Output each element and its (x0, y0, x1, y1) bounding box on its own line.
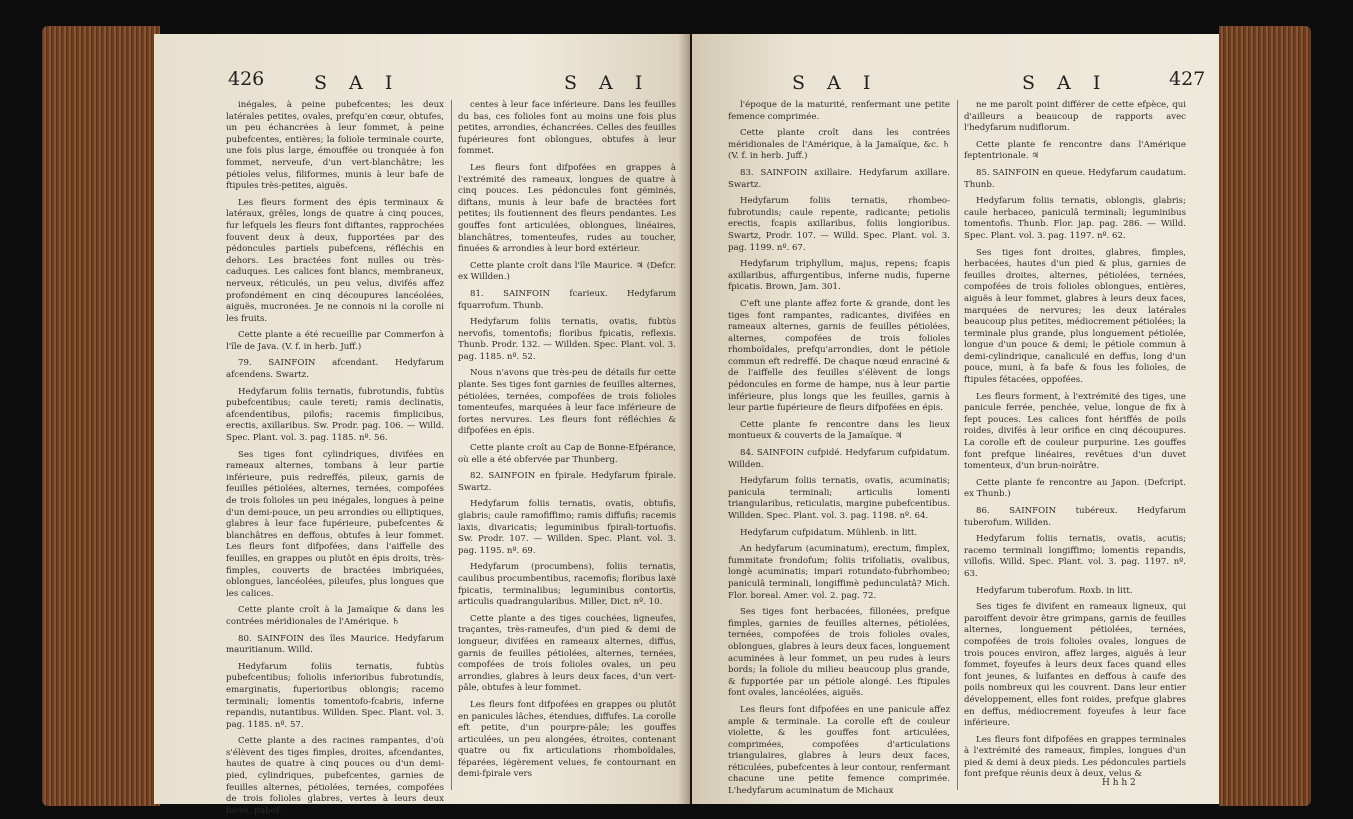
paragraph: Hedyfarum foliis ternatis, ovatis, acutis; racemo terminali longiffimo; lomentis repandis, villofis. Willd. Spec. Plant. vol. 3. pag. 1197. nº. 63. (964, 534, 1186, 579)
paragraph: ne me paroît point différer de cette efpèce, qui d'ailleurs a beaucoup de rapports avec l'hedyfarum nudiflorum. (964, 100, 1186, 134)
paragraph: Les fleurs font difpofées en grappes terminales à l'extrémité des rameaux, fimples, longues d'un pied & demi à deux pieds. Les pédoncules partiels font prefque réunis deux à deux, velus & (964, 734, 1186, 780)
paragraph: inégales, à peine pubefcentes; les deux latérales petites, ovales, prefqu'en cœur, obtufes, un peu échancrées à leur fommet, à peine pubefcentes, entières; la foliole terminale courte, une fois plus large, émouffée ou tronquée à fon fommet, nerveufe, d'un vert-blanchâtre; les pétioles velus, filiformes, munis à leur bafe de ftipules très-petites, aiguës. (226, 100, 444, 192)
right-page (692, 34, 1219, 804)
paragraph: Ses tiges fe divifent en rameaux ligneux, qui paroiffent devoir être grimpans, garnis de feuilles alternes, longuement pétiolées, ternées, compofées de trois folioles ovales, longues de trois pouces environ, affez larges, aiguës à leur fommet, foyeufes à leurs deux faces quand elles font jeunes, & luifantes en deffous à caufe des poils nombreux qui les couvrent. Dans leur entier développement, elles font roides, prefque glabres en deffus, médiocrement foyeufes à leur face inférieure. (964, 602, 1186, 729)
paragraph: Les fleurs forment, à l'extrémité des tiges, une panicule ferrée, penchée, velue, longue de fix à fept pouces. Les calices font hériffés de poils roides, divifés à leur orifice en cinq découpures. La corolle eft de couleur purpurine. Les gouffes font prefque linéaires, revêtues d'un duvet tomenteux, d'un brun-noirâtre. (964, 391, 1186, 472)
right-page-column-2 (964, 100, 1186, 780)
paragraph: l'époque de la maturité, renfermant une petite femence comprimée. (728, 100, 950, 122)
paragraph: 84. SAINFOIN cufpidé. Hedyfarum cufpidatum. Willden. (728, 448, 950, 470)
paragraph: Cette plante a des racines rampantes, d'où s'élèvent des tiges fimples, droites, afcendantes, hautes de quatre à cinq pouces ou d'un demi-pied, cylindriques, pubefcentes, garnies de feuilles alternes, pétiolées, ternées, compofées de trois folioles glabres, vertes à leurs deux faces, pubef- (226, 736, 444, 816)
paragraph: 83. SAINFOIN axillaire. Hedyfarum axillare. Swartz. (728, 167, 950, 190)
page-edges-left (42, 26, 160, 806)
running-head-right-col1: S A I (792, 72, 879, 94)
column-rule (957, 100, 958, 790)
paragraph: 79. SAINFOIN afcendant. Hedyfarum afcendens. Swartz. (226, 358, 444, 381)
paragraph: Cette plante croît dans l'île Maurice. ♃ (Defcr. ex Willden.) (458, 260, 676, 283)
paragraph: centes à leur face inférieure. Dans les feuilles du bas, ces folioles font au moins une fois plus petites, arrondies, échancrées. Celles des feuilles fupérieures font oblongues, obtufes à leur fommet. (458, 100, 676, 157)
paragraph: Hedyfarum foliis ternatis, rhombeo-fubrotundis; caule repente, radicante; petiolis erectis, fcapis axillaribus, foliis longioribus. Swartz, Prodr. 107. — Willd. Spec. Plant. vol. 3. pag. 1199. nº. 67. (728, 196, 950, 253)
paragraph: Ses tiges font herbacées, fillonées, prefque fimples, garnies de feuilles alternes, pétiolées, ternées, compofées de trois folioles ovales, oblongues, glabres à leurs deux faces, longuement acuminées à leur fommet, un peu rudes à leurs bords; la foliole du milieu beaucoup plus grande, & fupportée par un pétiole alongé. Les ftipules font ovales, lancéolées, aiguës. (728, 607, 950, 699)
page-number-right: 427 (1169, 68, 1206, 90)
paragraph: Hedyfarum tuberofum. Roxb. in litt. (976, 585, 1133, 596)
paragraph: 80. SAINFOIN des îles Maurice. Hedyfarum mauritianum. Willd. (226, 633, 444, 656)
paragraph: 85. SAINFOIN en queue. Hedyfarum caudatum. Thunb. (964, 167, 1186, 190)
paragraph: Cette plante fe rencontre dans l'Amérique feptentrionale. ♃ (964, 139, 1186, 162)
paragraph: Hedyfarum foliis ternatis, ovatis, acuminatis; panicula terminali; articulis lomenti triangularibus, reticulatis, margine pubefcentibus. Willden. Spec. Plant. vol. 3. pag. 1198. nº. 64. (728, 476, 950, 521)
paragraph: Cette plante fe rencontre au Japon. (Defcript. ex Thunb.) (964, 477, 1186, 500)
paragraph: Hedyfarum foliis ternatis, fubrotundis, fubtùs pubefcentibus; caule tereti; ramis declinatis, afcendentibus, pilofis; racemis fimplicibus, erectis, axillaribus. Sw. Prodr. pag. 106. — Willd. Spec. Plant. vol. 3. pag. 1185. nº. 56. (226, 386, 444, 444)
page-number-left: 426 (228, 68, 265, 90)
paragraph: Cette plante fe rencontre dans les lieux montueux & couverts de la Jamaïque. ♃ (728, 419, 950, 442)
signature-mark: H h h 2 (1102, 778, 1136, 788)
paragraph: Nous n'avons que très-peu de détails fur cette plante. Ses tiges font garnies de feuilles alternes, pétiolées, ternées, compofées de trois folioles tomenteufes, marquées à leur face inférieure de fortes nervures. Les fleurs font réfléchies & difpofées en épis. (458, 368, 676, 437)
column-rule (451, 100, 452, 790)
paragraph: Hedyfarum foliis ternatis, oblongis, glabris; caule herbaceo, paniculâ terminali; leguminibus tomentofis. Thunb. Flor. jap. pag. 286. — Willd. Spec. Plant. vol. 3. pag. 1197. nº. 62. (964, 196, 1186, 241)
paragraph: 81. SAINFOIN fcarieux. Hedyfarum fquarrofum. Thunb. (458, 288, 676, 311)
paragraph: Ses tiges font droites, glabres, fimples, herbacées, hautes d'un pied & plus, garnies de feuilles droites, alternes, pétiolées, ternées, compofées de trois folioles oblongues, entières, aiguës à leur fommet, glabres à leurs deux faces, marquées de nervures; les deux latérales beaucoup plus petites, médiocrement pétiolées; la terminale plus grande, plus longuement pétiolée, longue d'un pouce & demi; le pétiole commun à demi-cylindrique, canaliculé en deffus, long d'un pouce, muni, à fa bafe & fous les folioles, de ftipules fétacées, oppofées. (964, 247, 1186, 386)
running-head-right-col2: S A I (1022, 72, 1109, 94)
paragraph: C'eft une plante affez forte & grande, dont les tiges font rampantes, radicantes, divifées en rameaux alternes, garnis de feuilles pétiolées, alternes, compofées de trois folioles rhomboïdales, prefqu'arrondies, dont le pétiole commun eft redreffé. De chaque nœud enraciné & de l'aiffelle des feuilles s'élèvent de longs pédoncules en forme de hampe, nus à leur partie inférieure, plus longs que les feuilles, garnis à leur partie fupérieure de fleurs difpofées en épis. (728, 298, 950, 414)
left-page-column-2 (458, 100, 676, 790)
paragraph: Hedyfarum foliis ternatis, ovatis, obtufis, glabris; caule ramofiffimo; ramis diffufis; racemis laxis, divaricatis; leguminibus fpirali-tortuofis. Sw. Prodr. 107. — Willden. Spec. Plant. vol. 3. pag. 1195. nº. 69. (458, 499, 676, 556)
paragraph: Les fleurs font difpofées en grappes à l'extrémité des rameaux, longues de quatre à cinq pouces. Les pédoncules font géminés, diftans, munis à leur bafe de bractées fort petites; ils foutiennent des fleurs pendantes. Les gouffes font articulées, oblongues, linéaires, blanchâtres, tomenteufes, rudes au toucher, finuées & arrondies à leur bord extérieur. (458, 162, 676, 255)
paragraph: Cette plante croît à la Jamaïque & dans les contrées méridionales de l'Amérique. ♄ (226, 605, 444, 627)
paragraph: Hedyfarum triphyllum, majus, repens; fcapis axillaribus, affurgentibus, inferne nudis, fuperne fpicatis. Brown, Jam. 301. (728, 259, 950, 293)
paragraph: Cette plante croît dans les contrées méridionales de l'Amérique, à la Jamaïque, &c. ♄ (V. f. in herb. Juff.) (728, 128, 950, 162)
paragraph: Cette plante a été recueillie par Commerfon à l'île de Java. (V. f. in herb. Juff.) (226, 330, 444, 352)
paragraph: Ses tiges font cylindriques, divifées en rameaux alternes, tombans à leur partie inférieure, puis redreffés, pileux, garnis de feuilles pétiolées, alternes, ternées, compofées de trois folioles un peu inégales, longues à peine d'un demi-pouce, un peu arrondies ou elliptiques, glabres à leur face fupérieure, pubefcentes & blanchâtres en deffous, obtufes à leur fommet. Les fleurs font difpofées, dans l'aiffelle des feuilles, en grappes ou plutôt en épis droits, très-fimples, couverts de bractées imbriquées, oblongues, lancéolées, pileufes, plus longues que les calices. (226, 449, 444, 599)
left-page (154, 34, 690, 816)
book (42, 16, 1311, 816)
paragraph: 86. SAINFOIN tubéreux. Hedyfarum tuberofum. Willden. (964, 506, 1186, 528)
paragraph: Les fleurs font difpofées en une panicule affez ample & terminale. La corolle eft de couleur violette, & les gouffes font articulées, comprimées, compofées d'articulations triangulaires, glabres à leurs deux faces, réticulées, pubefcentes à leur contour, renfermant chacune une petite femence comprimée. L'hedyfarum acuminatum de Michaux (728, 704, 950, 797)
paragraph: Hedyfarum foliis ternatis, fubtùs pubefcentibus; foliolis inferioribus fubrotundis, emarginatis, fuperioribus oblongis; racemo terminali; lomentis tomentofo-fcabris, inferne repandis, nutantibus. Willden. Spec. Plant. vol. 3. pag. 1185. nº. 57. (226, 661, 444, 730)
paragraph: Hedyfarum foliis ternatis, ovatis, fubtùs nervofis, tomentofis; floribus fpicatis, reflexis. Thunb. Prodr. 132. — Willden. Spec. Plant. vol. 3. pag. 1185. nº. 52. (458, 317, 676, 362)
paragraph: An hedyfarum (acuminatum), erectum, fimplex, fummitate frondofum; foliis trifoliatis, ovalibus, longè acuminatis; impari rotundato-fubrhombeo; paniculâ terminali, longiffimè pedunculatâ? Mich. Flor. boreal. Amer. vol. 2. pag. 72. (728, 544, 950, 601)
left-page-column-1 (226, 100, 444, 816)
paragraph: 82. SAINFOIN en fpirale. Hedyfarum fpirale. Swartz. (458, 471, 676, 493)
paragraph: Les fleurs font difpofées en grappes ou plutôt en panicules lâches, étendues, diffufes. La corolle eft petite, d'un pourpre-pâle; les gouffes articulées, un peu alongées, étroites, contenant quatre ou fix articulations rhomboïdales, féparées, légèrement velues, fe contournant en demi-fpirale vers (458, 699, 676, 780)
page-edges-right (1219, 26, 1311, 806)
paragraph: Hedyfarum cufpidatum. Mühlenb. in litt. (740, 527, 918, 538)
right-page-column-1 (728, 100, 950, 797)
running-head-left-col1: S A I (314, 72, 401, 94)
paragraph: Cette plante a des tiges couchées, ligneufes, traçantes, très-rameufes, d'un pied & demi de longueur, divifées en rameaux alternes, diffus, garnis de feuilles pétiolées, alternes, ternées, compofées de trois folioles ovales, un peu arrondies, glabres à leurs deux faces, d'un vert-pâle, obtufes à leur fommet. (458, 613, 676, 694)
paragraph: Hedyfarum (procumbens), foliis ternatis, caulibus procumbentibus, racemofis; floribus laxè fpicatis, terminalibus; leguminibus contortis, articulis quadrangularibus. Miller, Dict. nº. 10. (458, 562, 676, 608)
paragraph: Cette plante croît au Cap de Bonne-Efpérance, où elle a été obfervée par Thunberg. (458, 443, 676, 465)
paragraph: Les fleurs forment des épis terminaux & latéraux, grêles, longs de quatre à cinq pouces, fur lefquels les fleurs font diftantes, rapprochées fouvent deux à deux, fupportées par des pédoncules partiels pubefcens, réfléchis en dehors. Les bractées font nulles ou très-caduques. Les calices font blancs, membraneux, nerveux, réticulés, un peu velus, divifés affez profondément en cinq découpures lancéolées, aiguës, mucronées. Je ne connois ni la corolle ni les fruits. (226, 197, 444, 324)
running-head-left-col2: S A I (564, 72, 651, 94)
